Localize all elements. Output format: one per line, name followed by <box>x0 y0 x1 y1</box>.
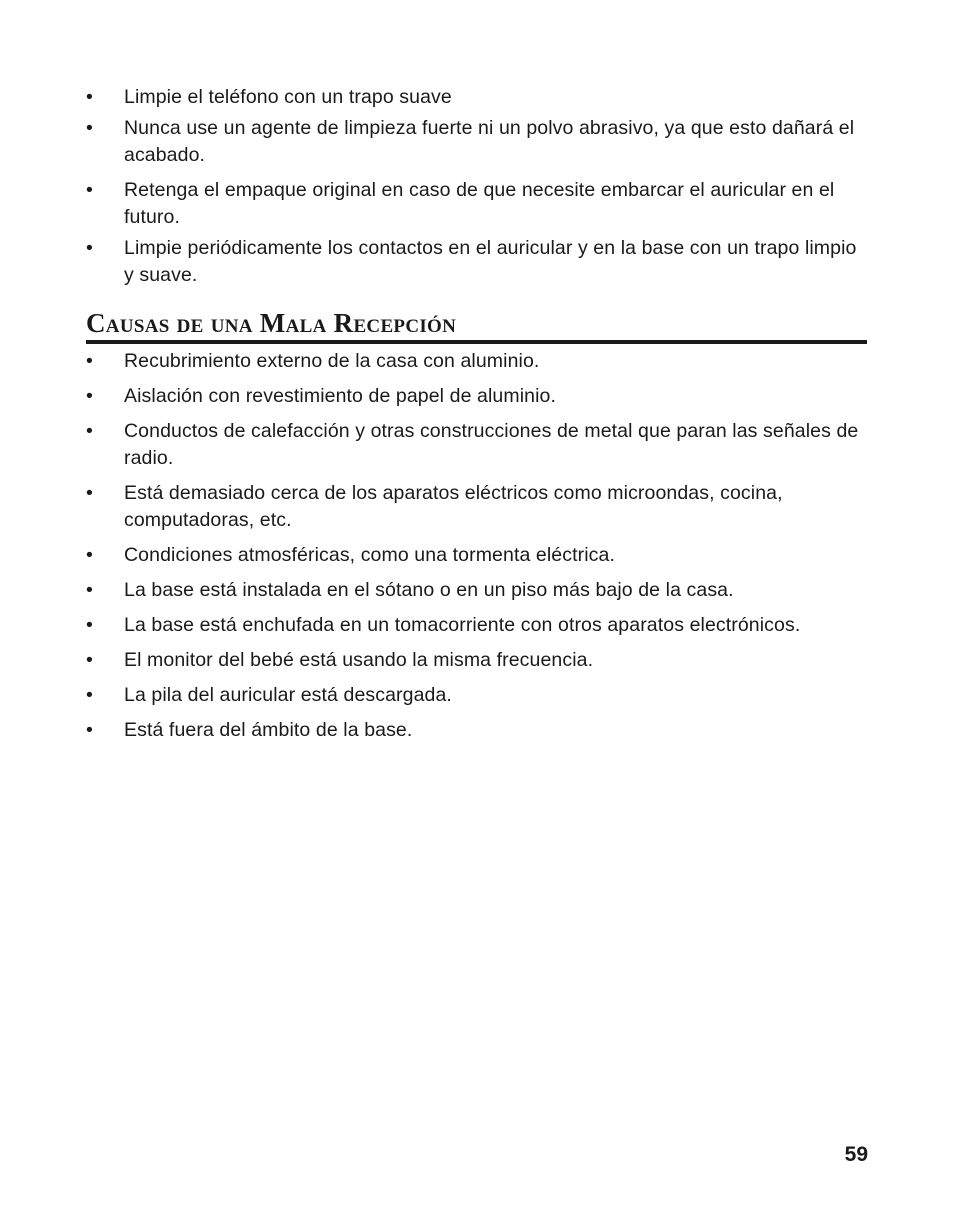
bullet-icon: • <box>86 544 93 566</box>
bullet-icon: • <box>86 179 93 201</box>
list-item-text: Está demasiado cerca de los aparatos eléctricos como microondas, cocina, computadoras, etc. <box>124 482 783 531</box>
list-item-text: Nunca use un agente de limpieza fuerte ni un polvo abrasivo, ya que esto dañará el acabado. <box>124 117 855 166</box>
bullet-icon: • <box>86 86 93 108</box>
care-instructions-list <box>86 84 866 289</box>
list-item <box>86 682 866 709</box>
list-item-text: Limpie el teléfono con un trapo suave <box>124 86 452 108</box>
list-item <box>86 480 866 534</box>
bullet-icon: • <box>86 579 93 601</box>
list-item-text: Conductos de calefacción y otras construcciones de metal que paran las señales de radio. <box>124 420 859 469</box>
bullet-icon: • <box>86 237 93 259</box>
list-item <box>86 235 866 289</box>
bullet-icon: • <box>86 719 93 741</box>
bullet-icon: • <box>86 649 93 671</box>
list-item-text: Recubrimiento externo de la casa con aluminio. <box>124 350 540 372</box>
list-item-text: La base está enchufada en un tomacorriente con otros aparatos electrónicos. <box>124 614 801 636</box>
bullet-icon: • <box>86 482 93 504</box>
section-heading: Causas de una Mala Recepción <box>86 306 867 344</box>
list-item <box>86 84 866 111</box>
list-item <box>86 348 866 375</box>
bullet-icon: • <box>86 350 93 372</box>
page-number: 59 <box>844 1143 868 1166</box>
bullet-icon: • <box>86 385 93 407</box>
bullet-icon: • <box>86 614 93 636</box>
list-item-text: El monitor del bebé está usando la misma frecuencia. <box>124 649 594 671</box>
list-item <box>86 647 866 674</box>
list-item <box>86 577 866 604</box>
list-item-text: Está fuera del ámbito de la base. <box>124 719 413 741</box>
bullet-icon: • <box>86 684 93 706</box>
list-item <box>86 115 866 169</box>
bullet-icon: • <box>86 117 93 139</box>
list-item-text: La base está instalada en el sótano o en un piso más bajo de la casa. <box>124 579 734 601</box>
list-item-text: Retenga el empaque original en caso de que necesite embarcar el auricular en el futuro. <box>124 179 835 228</box>
list-item <box>86 717 866 744</box>
list-item-text: Limpie periódicamente los contactos en el auricular y en la base con un trapo limpio y suave. <box>124 237 857 286</box>
list-item-text: La pila del auricular está descargada. <box>124 684 452 706</box>
list-item-text: Aislación con revestimiento de papel de aluminio. <box>124 385 556 407</box>
list-item-text: Condiciones atmosféricas, como una tormenta eléctrica. <box>124 544 615 566</box>
bullet-icon: • <box>86 420 93 442</box>
poor-reception-causes-list <box>86 348 866 744</box>
list-item <box>86 418 866 472</box>
list-item <box>86 383 866 410</box>
list-item <box>86 542 866 569</box>
list-item <box>86 612 866 639</box>
list-item <box>86 177 866 231</box>
